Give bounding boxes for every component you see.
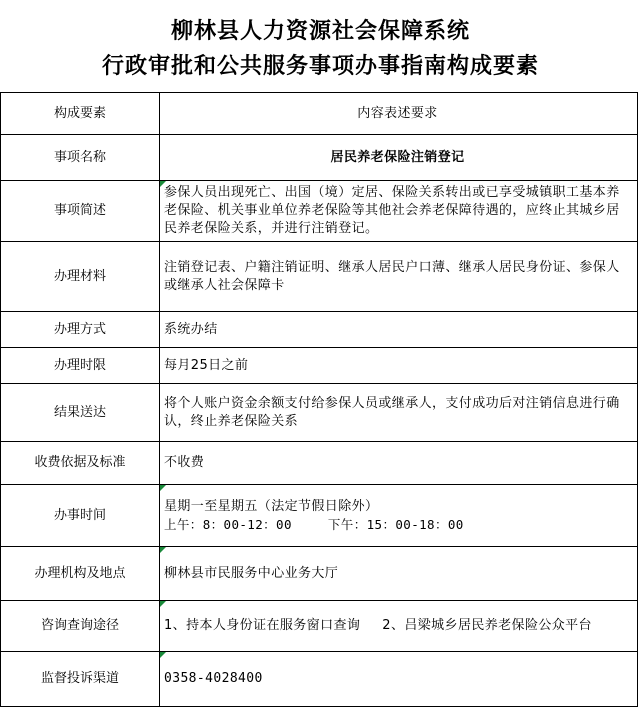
office-hours-am: 上午：8：00-12：00 [164,516,292,532]
header-element: 构成要素 [1,93,160,135]
cell-marker-icon [160,485,166,491]
title-line-2: 行政审批和公共服务事项办事指南构成要素 [101,53,539,79]
inquiry-channel-1: 1、持本人身份证在服务窗口查询 [164,618,361,633]
table-row [1,442,638,485]
cell-marker-icon [160,601,166,607]
office-hours-days: 星期一至星期五（法定节假日除外） [164,498,379,514]
table-row [1,242,638,312]
inquiry-channel-2: 2、吕梁城乡居民养老保险公众平台 [382,618,592,633]
row-value-materials: 注销登记表、户籍注销证明、继承人居民户口薄、继承人居民身份证、参保人或继承人社会保障卡 [160,242,638,312]
row-label-item-name: 事项名称 [1,135,160,181]
table-row [1,485,638,547]
office-hours-times [164,516,631,534]
title-line-1: 柳林县人力资源社会保障系统 [170,18,470,44]
row-value-item-name: 居民养老保险注销登记 [160,135,638,181]
table-row [1,601,638,652]
row-label-summary: 事项简述 [1,181,160,242]
row-label-delivery: 结果送达 [1,384,160,442]
row-label-location: 办理机构及地点 [1,547,160,601]
table-row [1,547,638,601]
row-value-fees: 不收费 [160,442,638,485]
row-value-location: 柳林县市民服务中心业务大厅 [160,547,638,601]
row-label-inquiry: 咨询查询途径 [1,601,160,652]
row-value-summary: 参保人员出现死亡、出国（境）定居、保险关系转出或已享受城镇职工基本养老保险、机关事业单位养老保险等其他社会养老保障待遇的，应终止其城乡居民养老保险关系，并进行注销登记。 [160,181,638,242]
row-label-time-limit: 办理时限 [1,348,160,384]
row-value-method: 系统办结 [160,312,638,348]
cell-marker-icon [160,181,166,187]
row-value-delivery: 将个人账户资金余额支付给参保人员或继承人，支付成功后对注销信息进行确认，终止养老保险关系 [160,384,638,442]
row-label-complaint: 监督投诉渠道 [1,652,160,707]
cell-marker-icon [160,547,166,553]
row-value-inquiry [160,601,638,652]
row-value-complaint: 0358-4028400 [160,652,638,707]
table-row [1,348,638,384]
row-label-office-hours: 办事时间 [1,485,160,547]
row-label-method: 办理方式 [1,312,160,348]
cell-marker-icon [160,652,166,658]
row-value-time-limit: 每月25日之前 [160,348,638,384]
table-header-row [1,93,638,135]
table-row [1,181,638,242]
table-row [1,384,638,442]
header-description: 内容表述要求 [160,93,638,135]
table-row [1,652,638,707]
document-title [0,0,641,92]
row-label-materials: 办理材料 [1,242,160,312]
office-hours-pm: 下午：15：00-18：00 [327,516,464,532]
row-label-fees: 收费依据及标准 [1,442,160,485]
table-row [1,312,638,348]
row-value-office-hours [160,485,638,547]
guide-table [0,92,638,707]
table-row [1,135,638,181]
